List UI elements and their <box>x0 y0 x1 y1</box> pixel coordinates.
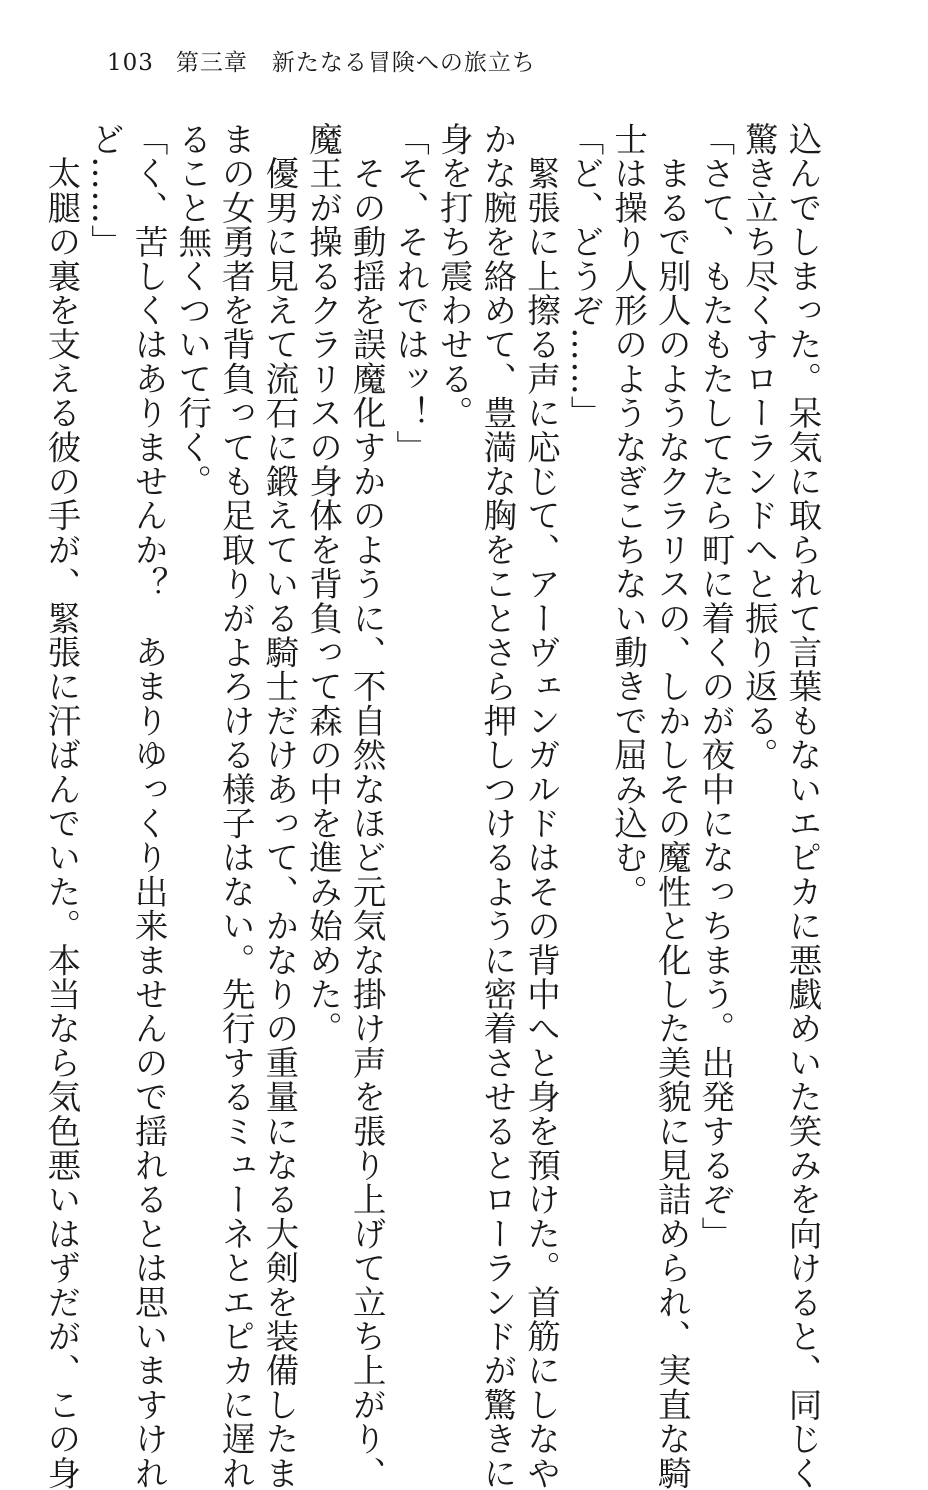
body-text <box>41 122 824 1490</box>
text-line: ど……」 <box>85 122 125 259</box>
running-header <box>107 48 536 78</box>
page-number: 103 <box>107 50 154 76</box>
text-line: 「そ、それではッ！」 <box>390 122 430 464</box>
text-line: 士は操り人形のようなぎこちない動きで屈み込む。 <box>608 122 648 909</box>
text-line: 優男に見えて流石に鍛えている騎士だけあって、かなりの重量になる大剣を装備したま <box>259 122 299 1490</box>
text-line: 「さて、もたもたしてたら町に着くのが夜中になっちまう。出発するぞ」 <box>695 122 735 1251</box>
text-line: かな腕を絡めて、豊満な胸をことさら押しつけるように密着させるとローランドが驚きに <box>477 122 517 1490</box>
text-line: まるで別人のようなクラリスの、しかしその魔性と化した美貌に見詰められ、実直な騎 <box>652 122 692 1490</box>
text-line: ること無くついて行く。 <box>172 122 212 499</box>
chapter-title: 第三章 新たなる冒険への旅立ち <box>175 50 536 76</box>
text-line: 太腿の裏を支える彼の手が、緊張に汗ばんでいた。本当なら気色悪いはずだが、この身 <box>41 122 81 1490</box>
text-line: 身を打ち震わせる。 <box>434 122 474 430</box>
text-line: 「く、苦しくはありませんか？ あまりゆっくり出来ませんので揺れるとは思いますけれ <box>129 122 169 1490</box>
text-line: 緊張に上擦る声に応じて、アーヴェンガルドはその背中へと身を預けた。首筋にしなや <box>521 122 561 1490</box>
text-line: まの女勇者を背負っても足取りがよろける様子はない。先行するミューネとエピカに遅れ <box>216 122 256 1490</box>
text-line: 込んでしまった。呆気に取られて言葉もないエピカに悪戯めいた笑みを向けると、同じく <box>783 122 822 1490</box>
text-line: 驚き立ち尽くすローランドへと振り返る。 <box>739 122 779 772</box>
text-line: 「ど、どうぞ……」 <box>565 122 605 430</box>
text-line: 魔王が操るクラリスの身体を背負って森の中を進み始めた。 <box>303 122 343 1046</box>
text-line: その動揺を誤魔化すかのように、不自然なほど元気な掛け声を張り上げて立ち上がり、 <box>347 122 387 1490</box>
